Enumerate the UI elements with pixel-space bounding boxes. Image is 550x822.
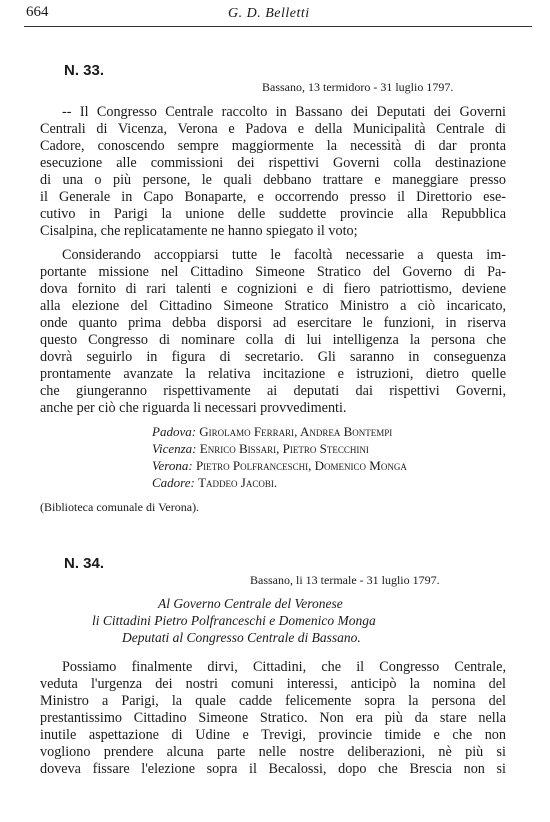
doc33-line: alla elezione del Cittadino Simeone Stratico Ministro a ciò incaricato,: [40, 298, 506, 314]
doc33-line: anche per ciò che riguarda li necessari provvedimenti.: [40, 400, 347, 416]
doc34-line: prestantissimo Cittadino Simeone Stratico. Non era più da stare nella: [40, 710, 506, 726]
doc33-line: onde quanto prima debba disporsi ad esercitare le funzioni, in riserva: [40, 315, 506, 331]
doc33-line: esecuzione alle commissioni dei rispettivi Governi colla destinazione: [40, 155, 506, 171]
source-note: (Biblioteca comunale di Verona).: [40, 500, 200, 514]
doc34-line: doveva fissare l'elezione sopra il Becalossi, dopo che Brescia non si: [40, 761, 506, 777]
doc33-line: questo Congresso di nominare colla di lui intelligenza la persona che: [40, 332, 506, 348]
doc33-line: Cadore, conoscendo sempre maggiormente la necessità di dar pronta: [40, 138, 506, 154]
signature-line: [152, 441, 369, 457]
doc33-line: Cisalpina, che replicatamente ne hanno spiegato il voto;: [40, 223, 358, 239]
signature-line: [152, 475, 277, 491]
doc33-line: prontamente avanzate la relativa incitazione e istruzioni, dietro quelle: [40, 366, 506, 382]
address-line: Deputati al Congresso Centrale di Bassano.: [122, 630, 361, 645]
header-rule: [24, 26, 532, 27]
signature-line: [152, 424, 392, 440]
doc33-line: di una o più persone, le quali debbano trattare e maneggiare presso: [40, 172, 506, 188]
doc33-line: Considerando accoppiarsi tutte le facoltà necessarie a questa im-: [62, 247, 506, 263]
doc34-line: inutile aspettazione di Udine e Trevigi, provincie timide e che non: [40, 727, 506, 743]
address-line: Al Governo Centrale del Veronese: [158, 596, 343, 611]
signature-names: Enrico Bissari, Pietro Stecchini: [199, 441, 369, 456]
page-number: 664: [26, 4, 49, 20]
doc33-line: il Generale in Capo Bonaparte, e occorrendo presso il Direttorio ese-: [40, 189, 506, 205]
doc33-line: cutivo in Parigi la unione delle suddette provincie alla Repubblica: [40, 206, 506, 222]
doc33-dateline: Bassano, 13 termidoro - 31 luglio 1797.: [262, 80, 454, 94]
doc34-line: Ministro a Parigi, la quale cadde felicemente sopra la persona del: [40, 693, 506, 709]
doc33-line: portante missione nel Cittadino Simeone Stratico del Governo di Pa-: [40, 264, 506, 280]
doc33-line: dovrà seguirlo in figura di secretario. Gli saranno in conseguenza: [40, 349, 506, 365]
signature-names: Pietro Polfranceschi, Domenico Monga: [195, 458, 407, 473]
doc34-number: N. 34.: [64, 555, 105, 572]
doc34-line: veduta l'urgenza dei nostri comuni interessi, anticipò la nomina del: [40, 676, 506, 692]
signature-names: Girolamo Ferrari, Andrea Bontempi: [199, 424, 393, 439]
doc34-line: Possiamo finalmente dirvi, Cittadini, che il Congresso Centrale,: [62, 659, 506, 675]
doc33-number: N. 33.: [64, 62, 105, 79]
signature-place: Padova:: [152, 424, 197, 439]
doc34-line: vogliono prendere alcuna parte nelle nostre deliberazioni, nè più si: [40, 744, 506, 760]
doc33-line: che giungeranno rispettivamente ai deputati dai rispettivi Governi,: [40, 383, 506, 399]
doc33-line: Centrali di Vicenza, Verona e Padova e della Municipalità Centrale di: [40, 121, 506, 137]
doc34-dateline: Bassano, li 13 termale - 31 luglio 1797.: [250, 573, 440, 587]
doc33-line: dova fornito di rari talenti e cognizioni e di fiero patriottismo, deviene: [40, 281, 506, 297]
signature-names: Taddeo Jacobi.: [198, 475, 278, 490]
signature-line: [152, 458, 407, 474]
address-line: li Cittadini Pietro Polfranceschi e Domenico Monga: [92, 613, 376, 628]
running-title: G. D. Belletti: [228, 6, 310, 21]
doc33-line: -- Il Congresso Centrale raccolto in Bassano dei Deputati dei Governi: [62, 104, 506, 120]
signature-place: Cadore:: [152, 475, 195, 490]
signature-place: Vicenza:: [152, 441, 197, 456]
signature-place: Verona:: [152, 458, 193, 473]
